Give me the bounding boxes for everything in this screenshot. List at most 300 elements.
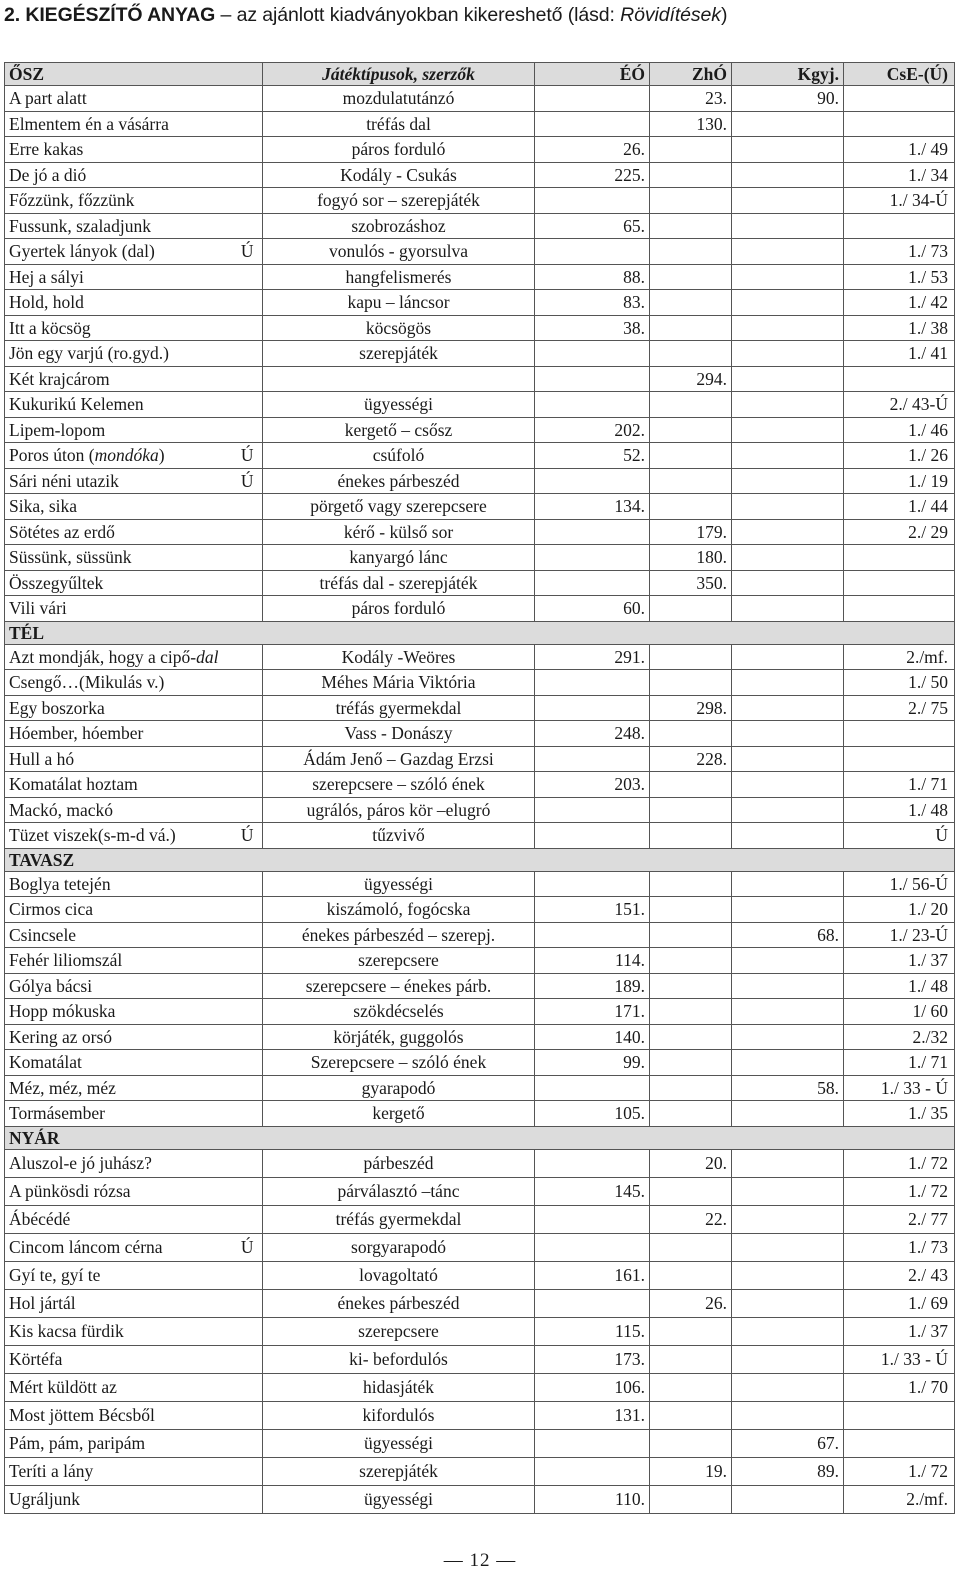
kgyj-value [732,746,844,772]
game-type: szerepcsere – énekes párb. [263,973,535,999]
new-marker [233,922,263,948]
eo-value: 105. [535,1101,650,1127]
eo-value [535,1075,650,1101]
season-header-row [5,1126,955,1149]
cse-value: 2./mf. [844,1485,955,1513]
new-marker [233,111,263,137]
table-row [5,290,955,316]
cse-value: 1./ 37 [844,1317,955,1345]
game-type: Kodály - Csukás [263,162,535,188]
new-marker [233,999,263,1025]
cse-value [844,213,955,239]
song-title: A pünkösdi rózsa [5,1177,233,1205]
table-row [5,443,955,469]
table-row [5,1345,955,1373]
zho-value: 130. [650,111,732,137]
kgyj-value [732,1024,844,1050]
eo-value: 106. [535,1373,650,1401]
song-title: Cirmos cica [5,897,233,923]
new-marker [233,570,263,596]
eo-value: 225. [535,162,650,188]
zho-value: 228. [650,746,732,772]
kgyj-value: 89. [732,1457,844,1485]
table-row [5,1401,955,1429]
cse-value: 1./ 72 [844,1457,955,1485]
cse-value: 1./ 70 [844,1373,955,1401]
heading-close: ) [720,4,728,26]
song-title: Mért küldött az [5,1373,233,1401]
cse-value: 1/ 60 [844,999,955,1025]
kgyj-value [732,1177,844,1205]
table-row [5,1024,955,1050]
new-marker [233,1429,263,1457]
table-row [5,1050,955,1076]
header-zho: ZhÓ [650,63,732,86]
table-row [5,1289,955,1317]
season-title: TÉL [5,621,955,644]
game-type: kanyargó lánc [263,545,535,571]
table-row [5,922,955,948]
game-type: körjáték, guggolós [263,1024,535,1050]
song-title: Teríti a lány [5,1457,233,1485]
table-row [5,1101,955,1127]
kgyj-value [732,545,844,571]
eo-value [535,366,650,392]
table-row [5,695,955,721]
kgyj-value [732,341,844,367]
eo-value [535,1289,650,1317]
cse-value: 1./ 20 [844,897,955,923]
games-table [4,62,955,1514]
table-row [5,111,955,137]
kgyj-value [732,823,844,849]
cse-value [844,570,955,596]
table-row [5,341,955,367]
song-title: Elmentem én a vásárra [5,111,233,137]
song-title: Kering az orsó [5,1024,233,1050]
table-row [5,823,955,849]
zho-value [650,494,732,520]
song-title: Összegyűltek [5,570,233,596]
eo-value: 189. [535,973,650,999]
game-type: tréfás gyermekdal [263,695,535,721]
table-row [5,315,955,341]
season-header-row [5,621,955,644]
song-title: Lipem-lopom [5,417,233,443]
cse-value: 1./ 26 [844,443,955,469]
zho-value [650,1050,732,1076]
new-marker [233,290,263,316]
song-title: Sika, sika [5,494,233,520]
zho-value [650,999,732,1025]
cse-value: 1./ 73 [844,239,955,265]
eo-value: 26. [535,137,650,163]
game-type: énekes párbeszéd [263,468,535,494]
cse-value: 1./ 50 [844,670,955,696]
cse-value [844,596,955,622]
song-title: Most jöttem Bécsből [5,1401,233,1429]
song-title: Tormásember [5,1101,233,1127]
kgyj-value [732,1485,844,1513]
new-marker [233,1485,263,1513]
kgyj-value [732,797,844,823]
kgyj-value [732,1401,844,1429]
cse-value: 1./ 33 - Ú [844,1345,955,1373]
new-marker [233,1149,263,1177]
game-type: ügyességi [263,871,535,897]
kgyj-value [732,239,844,265]
kgyj-value [732,111,844,137]
kgyj-value [732,1205,844,1233]
header-game-types: Játéktípusok, szerzők [263,63,535,86]
new-marker [233,797,263,823]
game-type: szerepcsere [263,1317,535,1345]
song-title: Pám, pám, paripám [5,1429,233,1457]
cse-value: 2./ 29 [844,519,955,545]
cse-value: 1./ 41 [844,341,955,367]
eo-value: 83. [535,290,650,316]
song-title: Komatálat [5,1050,233,1076]
game-type: ugrálós, páros kör –elugró [263,797,535,823]
heading-title: 2. KIEGÉSZÍTŐ ANYAG [4,4,216,26]
new-marker [233,1050,263,1076]
game-type: kiszámoló, fogócska [263,897,535,923]
song-title-note: dal [196,646,219,667]
song-title: Hóember, hóember [5,721,233,747]
zho-value [650,948,732,974]
kgyj-value [732,315,844,341]
eo-value [535,1205,650,1233]
song-title: Hull a hó [5,746,233,772]
new-marker [233,644,263,670]
new-marker [233,392,263,418]
cse-value: 1./ 49 [844,137,955,163]
eo-value [535,922,650,948]
cse-value: 1./ 44 [844,494,955,520]
zho-value [650,315,732,341]
zho-value [650,1101,732,1127]
kgyj-value [732,1373,844,1401]
kgyj-value [732,1261,844,1289]
song-title: Kukurikú Kelemen [5,392,233,418]
new-marker [233,973,263,999]
new-marker [233,695,263,721]
kgyj-value [732,948,844,974]
song-title: Kis kacsa fürdik [5,1317,233,1345]
song-title: Méz, méz, méz [5,1075,233,1101]
zho-value [650,468,732,494]
game-type: ügyességi [263,1429,535,1457]
zho-value [650,797,732,823]
song-title [5,443,233,469]
song-title: Cincom láncom cérna [5,1233,233,1261]
new-marker [233,86,263,112]
song-title: Csincsele [5,922,233,948]
game-type: szerepjáték [263,1457,535,1485]
header-new-marker [233,63,263,86]
game-type: köcsögös [263,315,535,341]
new-marker [233,1101,263,1127]
new-marker [233,366,263,392]
zho-value [650,290,732,316]
song-title: Egy boszorka [5,695,233,721]
kgyj-value [732,443,844,469]
song-title: Jön egy varjú (ro.gyd.) [5,341,233,367]
song-title: Hopp mókuska [5,999,233,1025]
kgyj-value [732,1233,844,1261]
song-title: Boglya tetején [5,871,233,897]
cse-value: 1./ 19 [844,468,955,494]
song-title: Tüzet viszek(s-m-d vá.) [5,823,233,849]
eo-value [535,570,650,596]
new-marker [233,897,263,923]
cse-value: 1./ 73 [844,1233,955,1261]
table-row [5,797,955,823]
new-marker [233,545,263,571]
game-type: Vass - Donászy [263,721,535,747]
cse-value: 1./ 71 [844,1050,955,1076]
cse-value: 1./ 56-Ú [844,871,955,897]
eo-value: 291. [535,644,650,670]
table-row [5,1485,955,1513]
song-title: Két krajcárom [5,366,233,392]
eo-value: 52. [535,443,650,469]
eo-value: 161. [535,1261,650,1289]
zho-value [650,1401,732,1429]
table-row [5,519,955,545]
game-type: pörgető vagy szerepcsere [263,494,535,520]
eo-value [535,695,650,721]
table-row [5,366,955,392]
new-marker [233,1457,263,1485]
kgyj-value: 67. [732,1429,844,1457]
new-marker [233,596,263,622]
eo-value: 203. [535,772,650,798]
eo-value: 115. [535,1317,650,1345]
table-row [5,1233,955,1261]
kgyj-value [732,519,844,545]
zho-value [650,1024,732,1050]
game-type: szerepcsere [263,948,535,974]
game-type: mozdulatutánzó [263,86,535,112]
new-marker [233,1075,263,1101]
table-row [5,239,955,265]
song-title: Fussunk, szaladjunk [5,213,233,239]
game-type: szerepjáték [263,341,535,367]
zho-value [650,239,732,265]
eo-value: 202. [535,417,650,443]
game-type: kérő - külső sor [263,519,535,545]
table-row [5,897,955,923]
cse-value: 1./ 48 [844,973,955,999]
game-type: énekes párbeszéd – szerepj. [263,922,535,948]
zho-value [650,644,732,670]
cse-value: 1./ 53 [844,264,955,290]
new-marker [233,670,263,696]
kgyj-value [732,137,844,163]
zho-value [650,823,732,849]
table-row [5,1373,955,1401]
zho-value [650,721,732,747]
cse-value: 1./ 72 [844,1149,955,1177]
table-row [5,948,955,974]
game-type: kifordulós [263,1401,535,1429]
kgyj-value [732,1345,844,1373]
season-title: TAVASZ [5,848,955,871]
game-type: lovagoltató [263,1261,535,1289]
zho-value [650,1373,732,1401]
eo-value [535,239,650,265]
cse-value: 2./ 43-Ú [844,392,955,418]
cse-value: 1./ 35 [844,1101,955,1127]
cse-value [844,721,955,747]
zho-value [650,341,732,367]
song-title-part: Poros úton ( [9,445,95,466]
zho-value: 180. [650,545,732,571]
song-title: Sári néni utazik [5,468,233,494]
kgyj-value [732,721,844,747]
song-title: Sötétes az erdő [5,519,233,545]
song-title: Hold, hold [5,290,233,316]
game-type: Méhes Mária Viktória [263,670,535,696]
song-title: Hej a sályi [5,264,233,290]
zho-value [650,443,732,469]
eo-value: 38. [535,315,650,341]
new-marker [233,1177,263,1205]
game-type: szökdécselés [263,999,535,1025]
kgyj-value [732,1101,844,1127]
zho-value [650,417,732,443]
game-type: ki- befordulós [263,1345,535,1373]
header-season: ŐSZ [5,63,233,86]
eo-value: 110. [535,1485,650,1513]
song-title-part: Azt mondják, hogy a cipő- [9,646,197,667]
table-row [5,1429,955,1457]
table-row [5,188,955,214]
song-title-note: mondóka [94,445,159,466]
table-row [5,644,955,670]
table-row [5,1261,955,1289]
eo-value: 99. [535,1050,650,1076]
eo-value [535,519,650,545]
season-title: NYÁR [5,1126,955,1149]
zho-value [650,1075,732,1101]
cse-value: Ú [844,823,955,849]
eo-value: 60. [535,596,650,622]
song-title-part: ) [158,445,165,466]
kgyj-value: 68. [732,922,844,948]
song-title: Erre kakas [5,137,233,163]
cse-value: 1./ 34 [844,162,955,188]
kgyj-value [732,417,844,443]
eo-value: 171. [535,999,650,1025]
zho-value: 26. [650,1289,732,1317]
new-marker: Ú [233,1233,263,1261]
new-marker [233,772,263,798]
cse-value: 1./ 38 [844,315,955,341]
zho-value: 22. [650,1205,732,1233]
header-eo: ÉÓ [535,63,650,86]
cse-value: 2./ 77 [844,1205,955,1233]
zho-value [650,1485,732,1513]
zho-value [650,1233,732,1261]
eo-value [535,797,650,823]
eo-value: 140. [535,1024,650,1050]
kgyj-value [732,695,844,721]
table-row [5,417,955,443]
zho-value [650,1261,732,1289]
kgyj-value [732,570,844,596]
eo-value [535,545,650,571]
table-row [5,1457,955,1485]
song-title: Fehér liliomszál [5,948,233,974]
table-row [5,596,955,622]
cse-value: 2./mf. [844,644,955,670]
eo-value [535,823,650,849]
game-type: párbeszéd [263,1149,535,1177]
table-row [5,670,955,696]
cse-value: 1./ 42 [844,290,955,316]
zho-value [650,871,732,897]
kgyj-value [732,494,844,520]
cse-value [844,1429,955,1457]
game-type: Kodály -Weöres [263,644,535,670]
table-row [5,137,955,163]
eo-value [535,111,650,137]
kgyj-value [732,897,844,923]
table-row [5,162,955,188]
song-title: Ábécédé [5,1205,233,1233]
page-heading [4,4,727,34]
table-row [5,999,955,1025]
table-row [5,545,955,571]
cse-value [844,1401,955,1429]
new-marker [233,494,263,520]
table-row [5,392,955,418]
new-marker [233,1345,263,1373]
zho-value [650,213,732,239]
eo-value [535,1457,650,1485]
eo-value: 114. [535,948,650,974]
game-type: hidasjáték [263,1373,535,1401]
game-type: tűzvivő [263,823,535,849]
new-marker [233,341,263,367]
zho-value [650,162,732,188]
table-row [5,1075,955,1101]
new-marker [233,1289,263,1317]
new-marker [233,1373,263,1401]
eo-value [535,1149,650,1177]
eo-value: 151. [535,897,650,923]
page-number: — 12 — [443,1550,517,1571]
game-type: szobrozáshoz [263,213,535,239]
cse-value: 1./ 37 [844,948,955,974]
new-marker [233,871,263,897]
zho-value [650,137,732,163]
new-marker [233,721,263,747]
zho-value [650,772,732,798]
cse-value: 2./ 75 [844,695,955,721]
table-row [5,1205,955,1233]
eo-value: 145. [535,1177,650,1205]
table-row [5,973,955,999]
kgyj-value [732,213,844,239]
kgyj-value [732,188,844,214]
song-title: Főzzünk, főzzünk [5,188,233,214]
song-title: Gyertek lányok (dal) [5,239,233,265]
cse-value [844,545,955,571]
game-type: tréfás dal - szerepjáték [263,570,535,596]
